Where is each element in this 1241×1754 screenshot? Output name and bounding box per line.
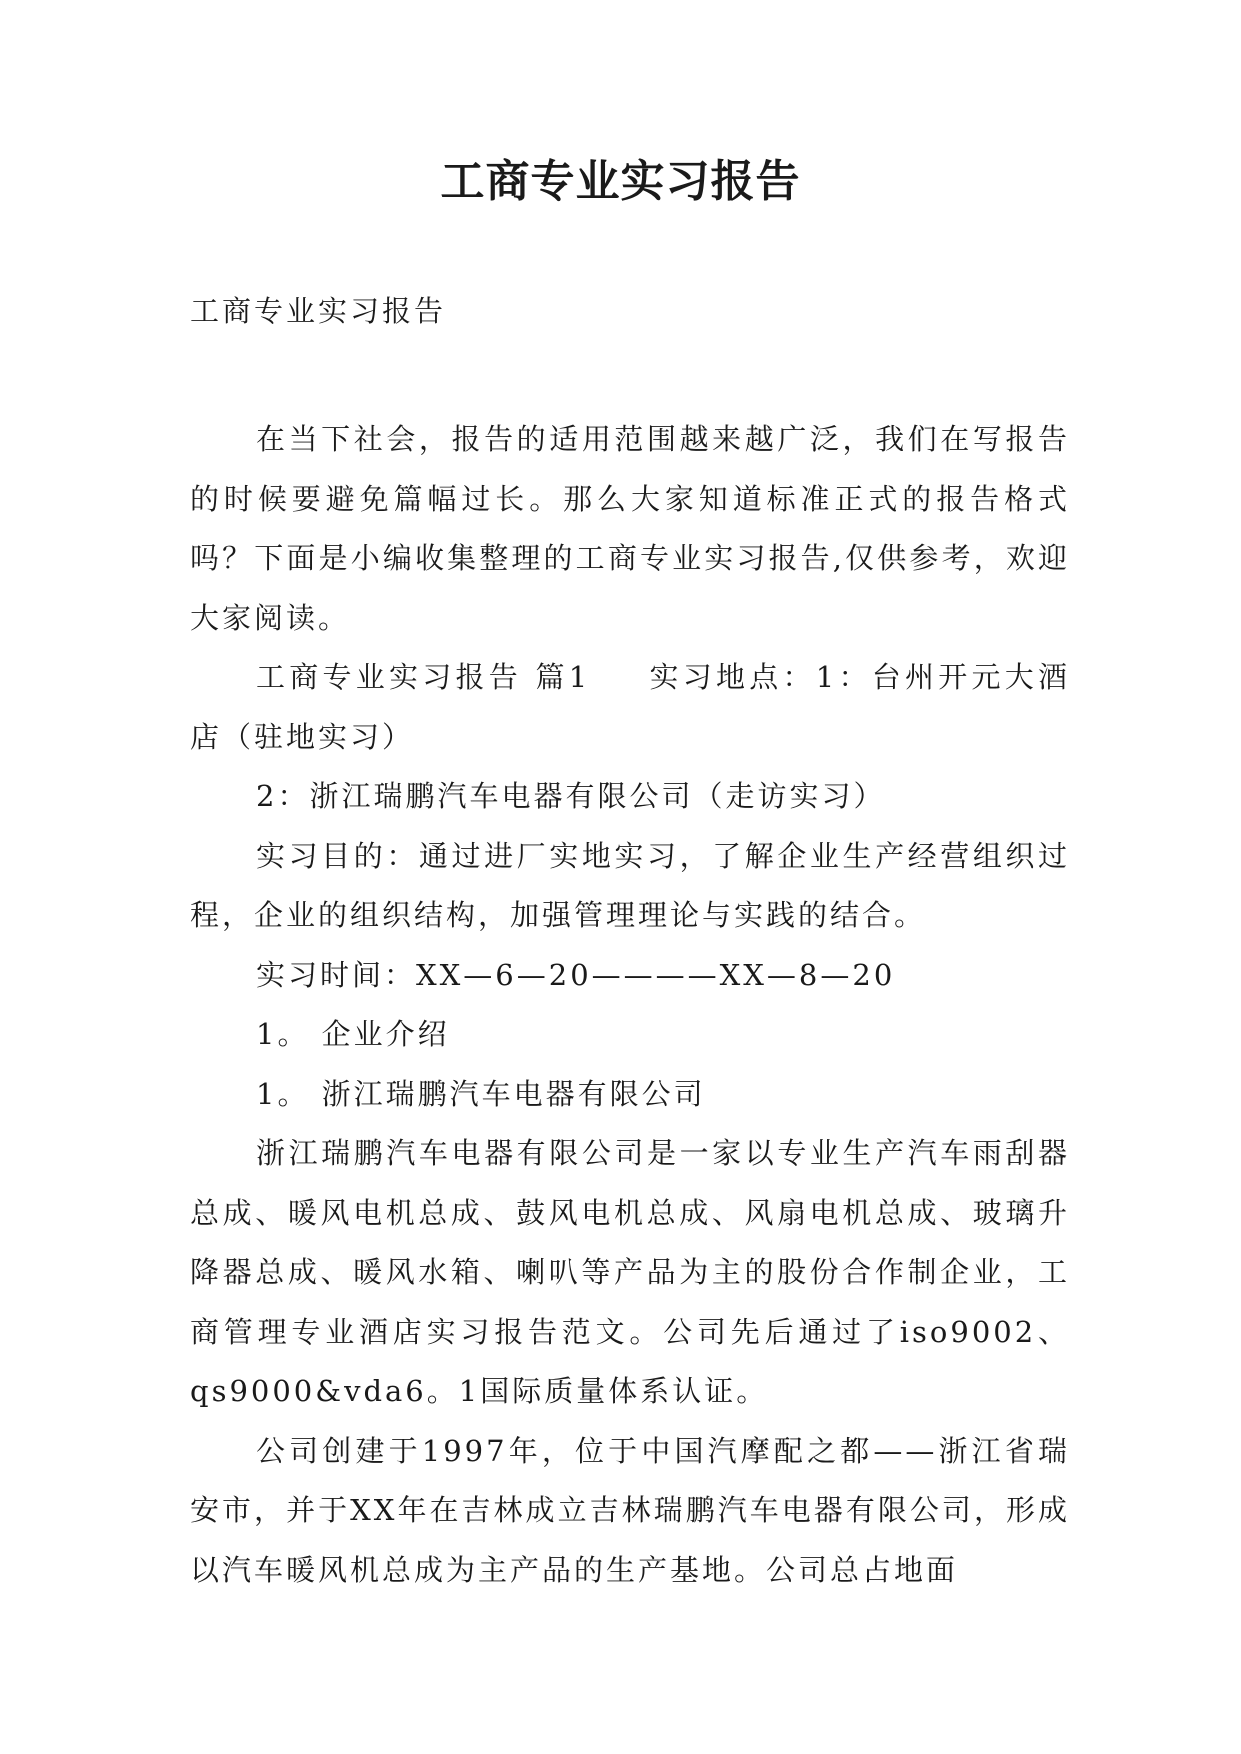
subsection-heading: 1。 浙江瑞鹏汽车电器有限公司 (256, 1076, 706, 1111)
document-title: 工商专业实习报告 (440, 156, 801, 207)
purpose-paragraph: 实习目的：通过进厂实地实习，了解企业生产经营组织过程，企业的组织结构，加强管理理论与实践的结合。 (190, 838, 1070, 932)
company-history-paragraph: 公司创建于1997年，位于中国汽摩配之都——浙江省瑞安市，并于XX年在吉林成立吉林瑞鹏汽车电器有限公司，形成以汽车暖风机总成为主产品的生产基地。公司总占地面 (190, 1433, 1070, 1587)
location-2-paragraph: 2：浙江瑞鹏汽车电器有限公司（走访实习） (256, 779, 886, 813)
location-1: 实习地点：1：台州开元大酒店（驻地实习） (190, 660, 1071, 754)
company-description-paragraph: 浙江瑞鹏汽车电器有限公司是一家以专业生产汽车雨刮器总成、暖风电机总成、鼓风电机总成、风扇电机总成、玻璃升降器总成、暖风水箱、喇叭等产品为主的股份合作制企业，工商管理专业酒店实习报告范文。公司先后通过了iso9002、qs9000&vda6。1国际质量体系认证。 (190, 1136, 1070, 1408)
part-heading-paragraph (190, 648, 1070, 767)
document-subtitle: 工商专业实习报告 (190, 294, 447, 328)
part-heading: 工商专业实习报告 篇1 (256, 660, 591, 694)
time-paragraph: 实习时间：XX—6—20————XX—8—20 (256, 957, 896, 992)
section-heading: 1。 企业介绍 (256, 1017, 450, 1051)
document-body (190, 410, 1070, 1600)
intro-paragraph: 在当下社会，报告的适用范围越来越广泛，我们在写报告的时候要避免篇幅过长。那么大家知道标准正式的报告格式吗？下面是小编收集整理的工商专业实习报告,仅供参考，欢迎大家阅读。 (190, 422, 1070, 635)
